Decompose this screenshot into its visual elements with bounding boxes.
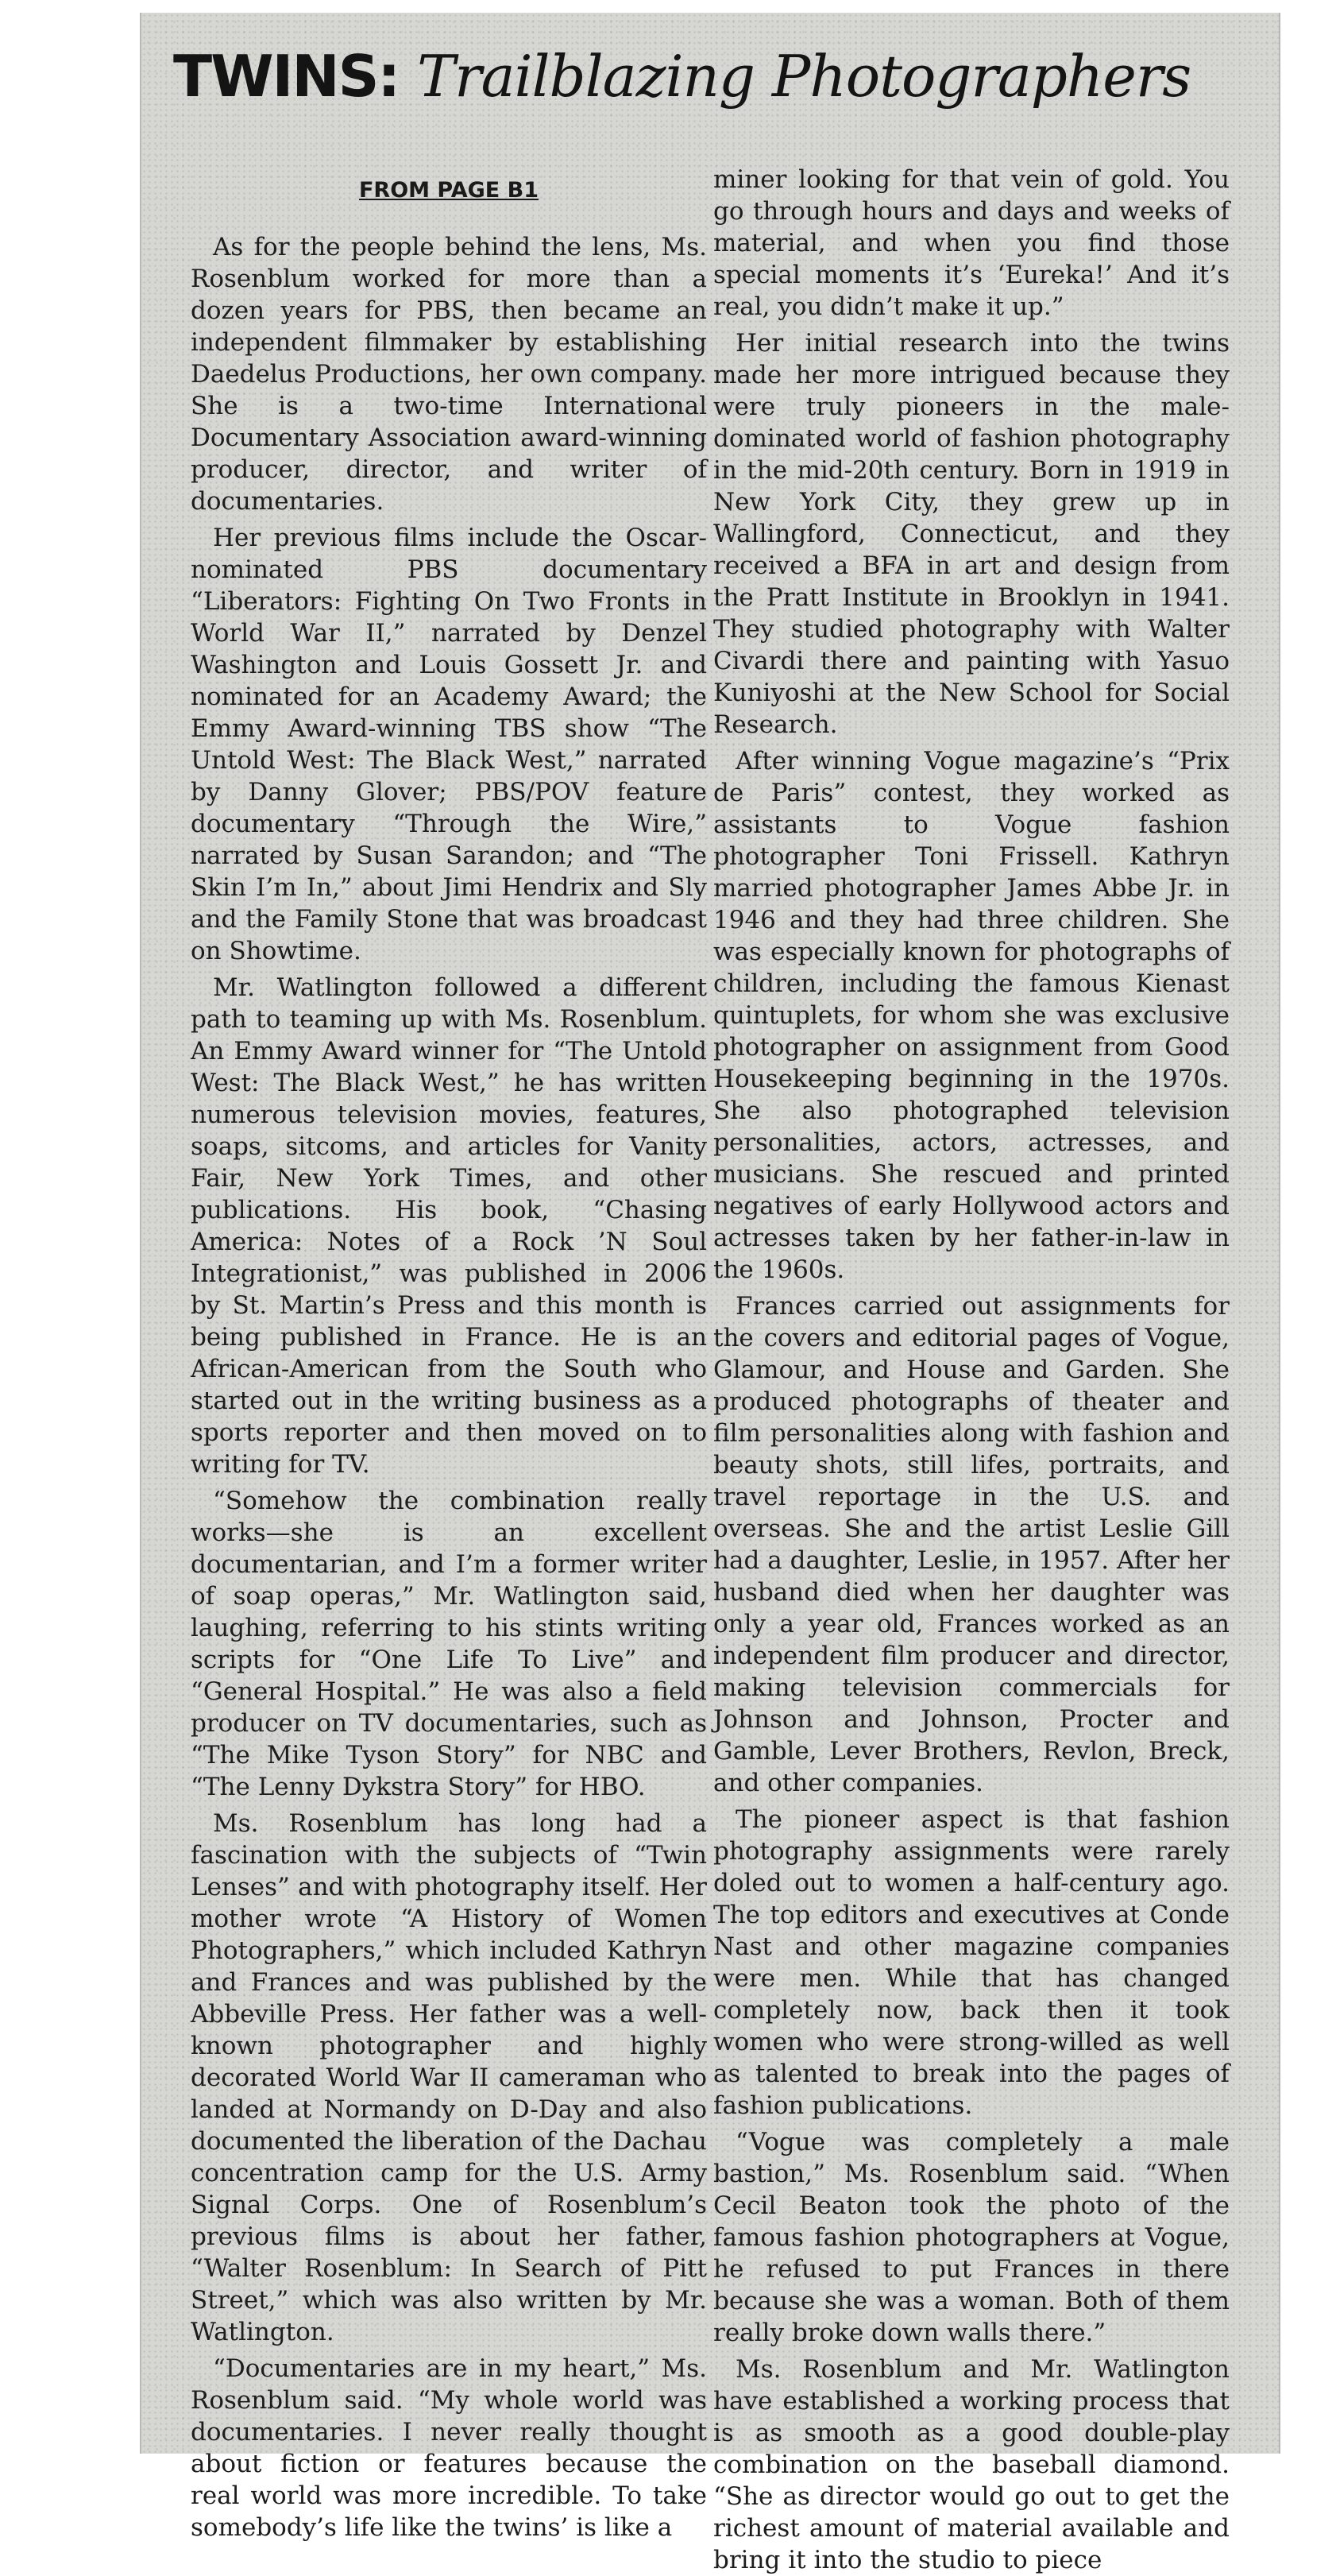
paragraph: Ms. Rosenblum has long had a fascination with the subjects of “Twin Lenses” and with photography itself. Her mother wrote “A History of Women Photographers,” which included Kathryn and Frances and was published by the Abbeville Press. Her father was a well-known photographer and highly decorated World War II cameraman who landed at Normandy on D-Day and also documented the liberation of the Dachau concentration camp for the U.S. Army Signal Corps. One of Rosenblum’s previous films is about her father, “Walter Rosenblum: In Search of Pitt Street,” which was also written by Mr. Watlington.	[191, 1809, 707, 2346]
paragraph: Ms. Rosenblum and Mr. Watlington have established a working process that is as smooth as a good double-play combination on the baseball diamond. “She as director would go out to get the richest amount of material available and bring it into the studio to piece	[713, 2355, 1230, 2574]
jump-label: FROM PAGE B1	[358, 178, 539, 203]
article-column-right	[713, 164, 1230, 2574]
paragraph: Frances carried out assignments for the covers and editorial pages of Vogue, Glamour, and House and Garden. She produced photographs of theater and film personalities along with fashion and beauty shots, still lifes, portraits, and travel reportage in the U.S. and overseas. She and the artist Leslie Gill had a daughter, Leslie, in 1957. After her husband died when her daughter was only a year old, Frances worked as an independent film producer and director, making television commercials for Johnson and Johnson, Procter and Gamble, Lever Brothers, Revlon, Breck, and other companies.	[713, 1292, 1230, 1797]
paragraph: “Documentaries are in my heart,” Ms. Rosenblum said. “My whole world was documentaries. I never really thought about fiction or features because the real world was more incredible. To take somebody’s life like the twins’ is like a	[191, 2354, 707, 2542]
article-column-left	[191, 168, 707, 2542]
paragraph: After winning Vogue magazine’s “Prix de Paris” contest, they worked as assistants to Vogue fashion photographer Toni Frissell. Kathryn married photographer James Abbe Jr. in 1946 and they had three children. She was especially known for photographs of children, including the famous Kienast quintuplets, for whom she was exclusive photographer on assignment from Good Housekeeping beginning in the 1970s. She also photographed television personalities, actors, actresses, and musicians. She rescued and printed negatives of early Hollywood actors and actresses taken by her father-in-law in the 1960s.	[713, 747, 1230, 1284]
headline	[173, 43, 1191, 110]
paragraph-continued: miner looking for that vein of gold. You go through hours and days and weeks of material, and when you find those special moments it’s ‘Eureka!’ And it’s real, you didn’t make it up.”	[713, 165, 1230, 321]
newspaper-clipping	[140, 13, 1280, 2574]
headline-kicker: TWINS:	[173, 43, 400, 110]
paragraph: “Vogue was completely a male bastion,” Ms. Rosenblum said. “When Cecil Beaton took the photo of the famous fashion photographers at Vogue, he refused to put Frances in there because she was a woman. Both of them really broke down walls there.”	[713, 2128, 1230, 2347]
paragraph: Her previous films include the Oscar-nominated PBS documentary “Liberators: Fighting On Two Fronts in World War II,” narrated by Denzel Washington and Louis Gossett Jr. and nominated for an Academy Award; the Emmy Award-winning TBS show “The Untold West: The Black West,” narrated by Danny Glover; PBS/POV feature documentary “Through the Wire,” narrated by Susan Sarandon; and “The Skin I’m In,” about Jimi Hendrix and Sly and the Family Stone that was broadcast on Showtime.	[191, 524, 707, 965]
paragraph: Her initial research into the twins made her more intrigued because they were truly pioneers in the male-dominated world of fashion photography in the mid-20th century. Born in 1919 in New York City, they grew up in Wallingford, Connecticut, and they received a BFA in art and design from the Pratt Institute in Brooklyn in 1941. They studied photography with Walter Civardi there and painting with Yasuo Kuniyoshi at the New School for Social Research.	[713, 329, 1230, 739]
paragraph: Mr. Watlington followed a different path to teaming up with Ms. Rosenblum. An Emmy Award winner for “The Untold West: The Black West,” he has written numerous television movies, features, soaps, sitcoms, and articles for Vanity Fair, New York Times, and other publications. His book, “Chasing America: Notes of a Rock ’N Soul Integrationist,” was published in 2006 by St. Martin’s Press and this month is being published in France. He is an African-American from the South who started out in the writing business as a sports reporter and then moved on to writing for TV.	[191, 973, 707, 1479]
headline-deck: Trailblazing Photographers	[417, 43, 1191, 110]
paragraph: The pioneer aspect is that fashion photography assignments were rarely doled out to women a half-century ago. The top editors and executives at Conde Nast and other magazine companies were men. While that has changed completely now, back then it took women who were strong-willed as well as talented to break into the pages of fashion publications.	[713, 1805, 1230, 2120]
paragraph: As for the people behind the lens, Ms. Rosenblum worked for more than a dozen years for PBS, then became an independent filmmaker by establishing Daedelus Productions, her own company. She is a two-time International Documentary Association award-winning producer, director, and writer of documentaries.	[191, 233, 707, 516]
paragraph: “Somehow the combination really works—she is an excellent documentarian, and I’m a former writer of soap operas,” Mr. Watlington said, laughing, referring to his stints writing scripts for “One Life To Live” and “General Hospital.” He was also a field producer on TV documentaries, such as “The Mike Tyson Story” for NBC and “The Lenny Dykstra Story” for HBO.	[191, 1487, 707, 1801]
